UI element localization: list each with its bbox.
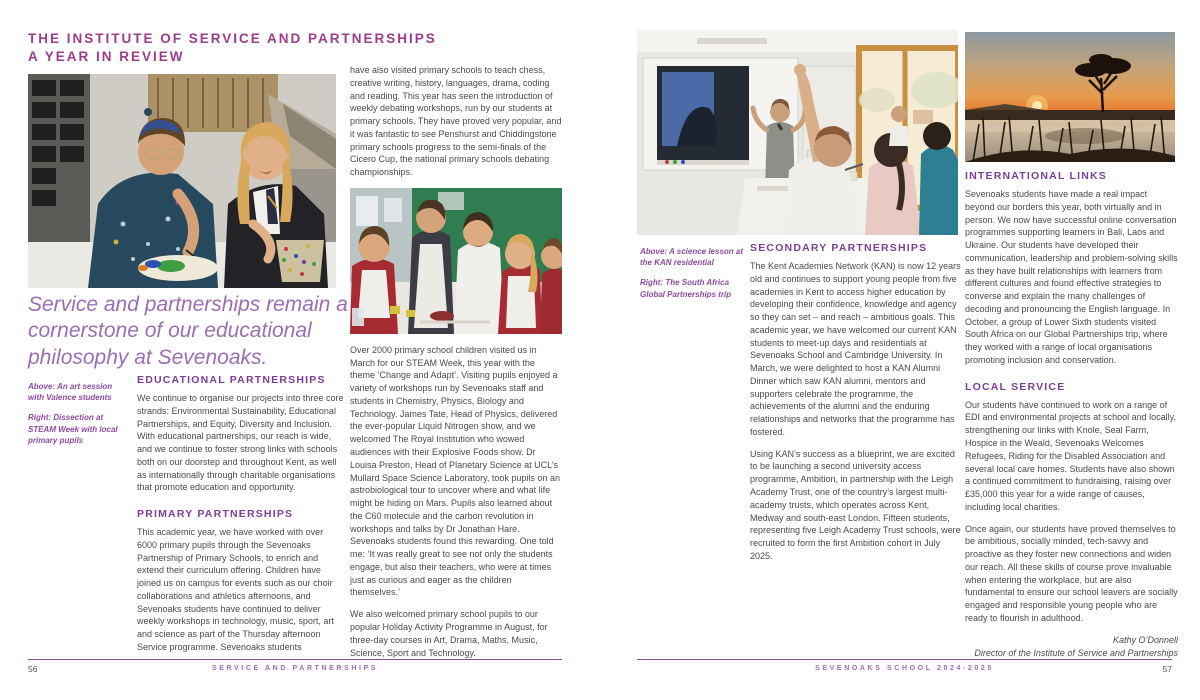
body-paragraph: Once again, our students have proved themselves to be ambitious, socially minded, tech-savvy and proactive as they foster new connections and widen our reach. All these skills of course prove invaluable when entering the workplace, but are also fundamental to ensure our school leavers are socially engaged and responsible young people who are ready to flourish in adulthood. [965,523,1178,623]
signature-role: Director of the Institute of Service and Partnerships [974,647,1178,658]
body-paragraph: We continue to organise our projects into three core strands: Environmental Sustainability, Educational Partnerships, and Equity, Diversity and Inclusion. With educational partnerships, our reach is wide, and we continue to foster strong links with schools both on our doorstep and throughout Kent, as well as internationally through charitable organisations that promote education and opportunity. [137,393,344,493]
body-paragraph: The Kent Academies Network (KAN) is now 12 years old and continues to support young people from five academies in Kent to access higher education by developing their confidence, knowledge and agency so they can set – and reach – ambitious goals. This academic year, we have welcomed our current KAN students to meet-up days and residentials at Sevenoaks School and Cambridge University. In March, we were delighted to host a KAN Alumni Dinner which saw KAN alumni, mentors and supporters celebrate the programme, the achievements of the alumni and the enduring relationships and networks that the programme has fostered. [750,261,961,437]
photo-captions-right [640,246,744,309]
right-column-2 [965,170,1178,660]
body-paragraph: Over 2000 primary school children visited us in March for our STEAM Week, this year with the theme ‘Change and Adapt’. Visiting pupils enjoyed a variety of workshops run by Sevenoaks staff and students in Chemistry, Physics, Biology and Technology. James Tate, Head of Physics, delivered the ever-popular Liquid Nitrogen show, and we welcomed The Royal Institution who wowed audiences with their Explosive Foods show. Dr Louisa Preston, Head of Planetary Science at UCL’s Mullard Space Science Laboratory, took pupils on an astrobiological tour to uncover where and what life might be hiding on Mars. Pupils also learned about the C60 molecule and the carbon revolution in workshops and talks by Dr Jonathan Hare. Sevenoaks students found this rewarding. One told me: ‘It was really great to see not only the students engage, but also their teachers, who were at times just as curious and eager as the children themselves.’ [350,344,560,598]
caption-south-africa: Right: The South Africa Global Partnerships trip [640,278,732,299]
left-column-2 [350,64,562,668]
page-title [28,30,498,66]
south-africa-sunset-photo [965,32,1175,162]
footer-rule-right [637,659,1172,660]
page-title-line1: THE INSTITUTE OF SERVICE AND PARTNERSHIPS [28,31,437,46]
caption-art-session: Above: An art session with Valence students [28,382,113,403]
heading-local-service: LOCAL SERVICE [965,380,1066,393]
art-session-photo [28,74,336,288]
page-title-line2: A YEAR IN REVIEW [28,48,185,64]
page-number-left: 56 [28,664,38,674]
heading-international-links: INTERNATIONAL LINKS [965,170,1107,182]
heading-secondary-partnerships: SECONDARY PARTNERSHIPS [750,242,928,254]
kan-science-lesson-photo [637,30,958,235]
body-paragraph: Using KAN’s success as a blueprint, we are excited to be launching a second university access programme, Ambition, in partnership with the Leigh Academy Trust, one of the country’s largest multi-academy trusts, which operates across Kent, Medway and south-east London. Fifteen students, representing five Leigh Academy Trust schools, were recruited to form the first Ambition cohort in July 2025. [750,448,961,561]
body-paragraph: This academic year, we have worked with over 6000 primary pupils through the Sevenoaks Partnership of Primary Schools, to enrich and extend their curriculum offering. Children have joined us on campus for events such as our choir collaborations and athletics afternoons, and Sevenoaks students have continued to deliver weekly workshops in technology, music, sport, art and science as part of the Thursday afternoon Service programme. Sevenoaks students [137,527,334,653]
body-paragraph: Sevenoaks students have made a real impact beyond our borders this year, both virtually and in person. We now have successful online conversation programmes supporting learners in Bali, Laos and Ukraine. Our students have developed their communication, leadership and problem-solving skills as they have built relationships with learners from different cultures and found effective strategies to converse and explain the many challenges of decoding and pronouncing the English language. In October, a group of Lower Sixth students visited South Africa on our Global Partnerships trip, where they worked with a range of local organisations promoting inclusion and conservation. [965,189,1178,365]
body-paragraph: We also welcomed primary school pupils to our popular Holiday Activity Programme in August, for three-day courses in Art, Drama, Maths, Music, Science, Sport and Technology. [350,609,548,658]
running-title-right: SEVENOAKS SCHOOL 2024-2025 [815,665,994,672]
left-column-1 [137,374,345,663]
steam-week-dissection-photo [350,188,562,334]
heading-primary-partnerships: PRIMARY PARTNERSHIPS [137,508,294,521]
caption-dissection: Right: Dissection at STEAM Week with local primary pupils [28,413,118,445]
right-column-1 [750,242,962,572]
signature-block [965,634,1178,660]
running-title-left: SERVICE AND PARTNERSHIPS [211,665,379,672]
photo-captions-left [28,381,130,455]
footer-rule-left [28,659,562,660]
signature-name: Kathy O’Donnell [1112,634,1178,645]
body-paragraph: Our students have continued to work on a range of EDI and environmental projects at school and locally, strengthening our links with Knole, Seal Farm, Hospice in the Weald, Sevenoaks Welcomes Refugees, Riding for the Disabled Association and several local care homes. Students have also shown a continued commitment to fundraising, raising over £35,000 this year for a wide range of causes, including local charities. [965,399,1176,512]
heading-educational-partnerships: EDUCATIONAL PARTNERSHIPS [137,374,326,386]
caption-kan-residential: Above: A science lesson at the KAN residential [640,247,743,268]
body-paragraph: have also visited primary schools to teach chess, creative writing, history, languages, drama, coding and reading. This year has seen the introduction of weekly debating workshops, run by our students at primary schools. They have proved very popular, and it was fantastic to see Penshurst and Chiddingstone primary schools progress to the semi-finals of the Cicero Cup, the national primary schools debating championships. [350,65,562,178]
pull-quote: Service and partnerships remain a cornerstone of our educational philosophy at Sevenoaks. [28,293,348,369]
page-number-right: 57 [1162,664,1172,674]
